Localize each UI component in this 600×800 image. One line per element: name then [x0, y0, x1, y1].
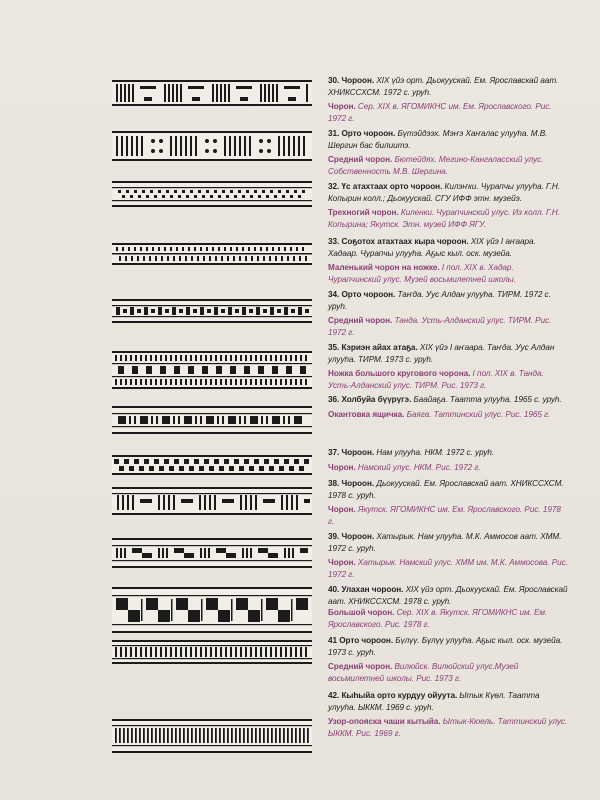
entry-title-russian: Средний чорон. — [328, 662, 393, 672]
entry-title-sakha: 30. Чороон. — [328, 76, 375, 85]
entry-33 — [328, 236, 568, 285]
ornament-37-icon — [112, 455, 312, 475]
entry-title-russian: Чорон. — [328, 462, 356, 472]
entry-34 — [328, 289, 568, 338]
entry-text-sakha: Нам улууһа. НКМ. 1972 с. уруһ. — [376, 448, 495, 457]
entry-text-russian: Баяга. Таттинский улус. Рис. 1965 г. — [406, 409, 551, 419]
entry-title-sakha: 39. Чороон. — [328, 532, 375, 541]
ornament-42-icon — [112, 719, 312, 753]
entry-39 — [328, 531, 568, 580]
entry-text-russian: Бютейдях. Мегино-Кангаласский улус. Собственность М.В. Шергина. — [328, 155, 544, 176]
entry-37 — [328, 447, 568, 473]
entry-text-russian: Якутск. ЯГОМИКНС им. Ем. Ярославского. Рис. 1978 г. — [328, 505, 561, 526]
entry-text-russian: Вилюйск. Вилюйский улус.Музей восьмилетней школы. Рис. 1973 г. — [328, 662, 519, 683]
entry-text-sakha: Ытык Күөл. Таатта улууһа. ЫККМ. 1969 с. уруһ. — [328, 691, 540, 712]
entry-text-russian: I пол. XIX в. Танда. Усть-Алданский улус. ТИРМ. Рис. 1973 г. — [328, 369, 544, 390]
entry-title-sakha: 36. Холбуйа бүүрүгэ. — [328, 395, 412, 404]
entry-title-russian: Средний чорон. — [328, 316, 393, 326]
ornament-36-icon — [112, 406, 312, 434]
ornament-35-icon — [112, 351, 312, 389]
ornament-39-icon — [112, 538, 312, 568]
entry-title-russian: Ножка большого кругового чорона. — [328, 369, 471, 379]
entry-title-sakha: 33. Соҕотох атахтаах кыра чороон. — [328, 237, 469, 246]
entry-title-sakha: 38. Чороон. — [328, 479, 375, 488]
entry-title-sakha: 42. Кыһыйа орто курдуу ойуута. — [328, 691, 458, 700]
entry-title-sakha: 35. Кэриэн айах атаҕа. — [328, 343, 418, 352]
entry-title-russian: Чорон. — [328, 558, 356, 568]
entry-text-sakha: Бүлүү. Бүлүү улууһа. Аҕыс кыл. оск. музейа. 1973 с. уруһ. — [328, 636, 563, 657]
ornament-38-icon — [112, 487, 312, 515]
entry-text-sakha: Килэҥки. Чурапчы улууһа. Г.Н. Копырин колл.; Дьокуускай. СГУ ИФФ этн. музейэ. — [328, 182, 560, 203]
entry-text-russian: Ытык-Кюель. Таттинский улус. ЫККМ. Рис. 1969 г. — [328, 717, 568, 738]
entry-text-sakha: Бүтэйдээх. Мэҥэ Хаҥалас улууһа. М.В. Шергин бас билиитэ. — [328, 129, 548, 150]
entry-text-sakha: XIX үйэ орт. Дьокуускай. Ем. Ярославскай аат. ХНИКССХСМ. 1978 с. уруһ. — [328, 585, 568, 606]
entry-title-russian: Чорон. — [328, 102, 356, 112]
entry-text-sakha: Хатырык. Нам улууһа. М.К. Аммосов аат. ХММ. 1972 с. уруһ. — [328, 532, 562, 553]
entry-title-sakha: 31. Орто чороон. — [328, 129, 396, 138]
entry-30 — [328, 75, 568, 124]
entry-text-russian: Хатырык. Намский улус. ХММ им. М.К. Аммосова. Рис. 1972 г. — [328, 558, 568, 579]
entry-title-russian: Узор-опояска чаши кытыйа. — [328, 717, 441, 727]
entry-title-russian: Чорон. — [328, 505, 356, 515]
entry-text-sakha: XIX үйэ I аҥаара. Таҥда. Уус Алдан улууһа. ТИРМ. 1973 с. уруһ. — [328, 343, 555, 364]
entry-title-sakha: 34. Орто чороон. — [328, 290, 396, 299]
entry-text-sakha: XIX үйэ I аҥаара. Хадаар. Чурапчы улууһа. Аҕыс кыл. оск. музейа. — [328, 237, 536, 258]
entry-text-russian: Намский улус. НКМ. Рис. 1972 г. — [357, 462, 481, 472]
entry-36 — [328, 394, 568, 420]
entry-text-sakha: Баайаҕа. Таатта улууһа. 1965 с. уруһ. — [413, 395, 562, 404]
entry-text-sakha: Таҥда. Уус Алдан улууһа. ТИРМ. 1972 с. уруһ. — [328, 290, 551, 311]
ornament-31-icon — [112, 131, 312, 161]
ornament-32-icon — [112, 181, 312, 207]
entry-title-sakha: 32. Үс атахтаах орто чороон. — [328, 182, 443, 191]
ornament-34-icon — [112, 299, 312, 323]
entry-40 — [328, 584, 568, 630]
entry-38 — [328, 478, 568, 527]
ornament-30-icon — [112, 80, 312, 106]
entry-title-sakha: 37. Чороон. — [328, 448, 375, 457]
entry-title-russian: Средний чорон. — [328, 155, 393, 165]
entry-title-russian: Трехногий чорон. — [328, 208, 399, 218]
entry-text-russian: I пол. XIX в. Хадар. Чурапчинский улус. Музей восьмилетней школы. — [328, 263, 516, 284]
entry-text-russian: Киленки. Чурапчинский улус. Из колл. Г.Н. Копырина; Якутск. Этн. музей ИФФ ЯГУ. — [328, 208, 560, 229]
ornament-41-icon — [112, 640, 312, 664]
ornament-40-icon — [112, 587, 312, 633]
entry-35 — [328, 342, 568, 391]
entry-text-sakha: XIX үйэ орт. Дьокуускай. Ем. Ярославскай аат. ХНИКССХСМ. 1972 с. уруһ. — [328, 76, 559, 97]
ornament-33-icon — [112, 243, 312, 265]
entry-32 — [328, 181, 568, 230]
entry-text-russian: Сер. XIX в. Якутск. ЯГОМИКНС им. Ем. Ярославского. Рис. 1978 г. — [328, 608, 548, 629]
entry-text-sakha: Дьокуускай. Ем. Ярославскай аат. ХНИКССХСМ. 1978 с. уруһ. — [328, 479, 564, 500]
entry-text-russian: Сер. XIX в. ЯГОМИКНС им. Ем. Ярославского. Рис. 1972 г. — [328, 102, 552, 123]
entry-41 — [328, 635, 568, 684]
entry-42 — [328, 690, 568, 739]
entry-31 — [328, 128, 568, 177]
entry-title-russian: Окантовка ящичка. — [328, 409, 405, 419]
entry-title-russian: Большой чорон. — [328, 608, 395, 618]
entry-title-sakha: 40. Улахан чороон. — [328, 585, 404, 594]
entry-title-russian: Маленький чорон на ножке. — [328, 263, 440, 273]
entry-title-sakha: 41 Орто чороон. — [328, 636, 394, 645]
entry-text-russian: Танда. Усть-Алданский улус. ТИРМ. Рис. 1972 г. — [328, 316, 552, 337]
